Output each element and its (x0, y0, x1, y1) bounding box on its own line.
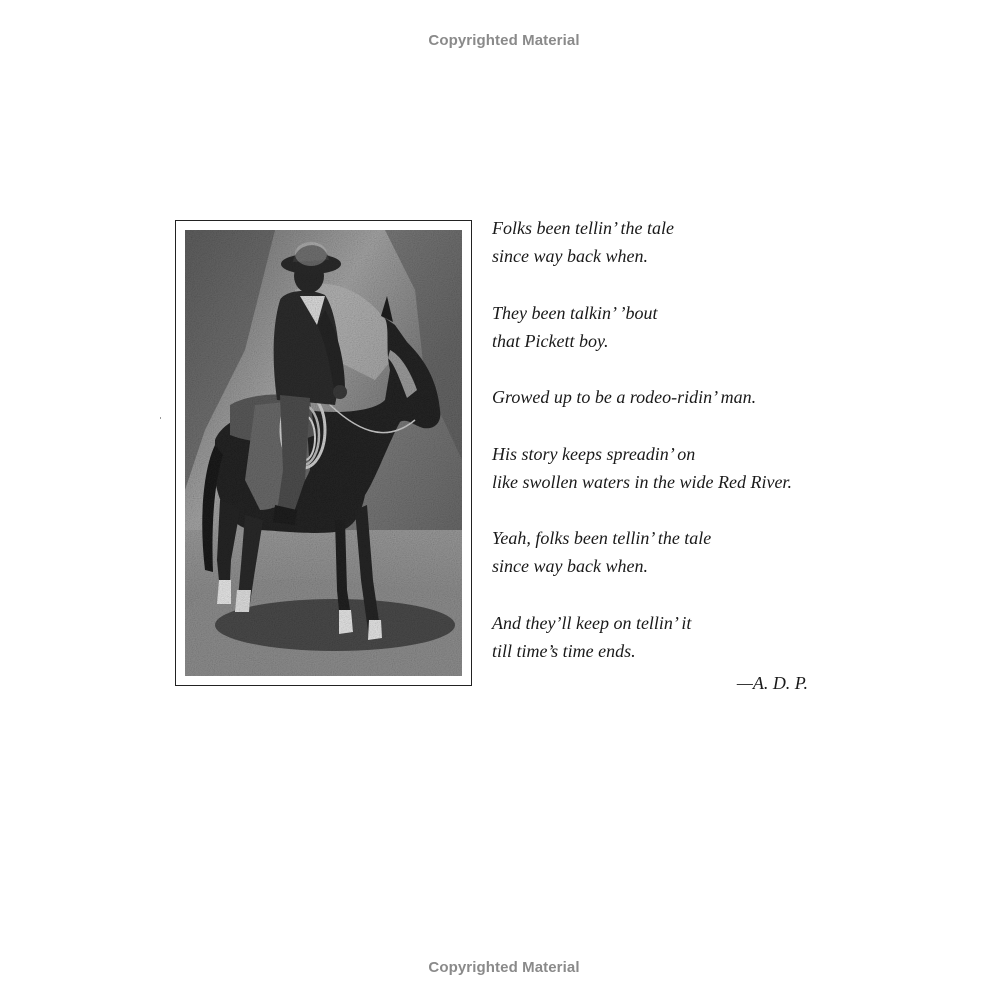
poem-line: like swollen waters in the wide Red River. (492, 471, 792, 492)
copyright-watermark-bottom: Copyrighted Material (428, 959, 580, 976)
poem-line: that Pickett boy. (492, 330, 609, 351)
cowboy-horse-photo (185, 230, 462, 676)
poem-line: His story keeps spreadin’ on (492, 443, 696, 464)
poem-line: Growed up to be a rodeo-ridin’ man. (492, 387, 757, 407)
poem-line: since way back when. (492, 556, 648, 576)
photo-frame (175, 220, 472, 686)
poem-line: Yeah, folks been tellin’ the tale (492, 528, 712, 548)
page-speck (160, 417, 161, 419)
poem-line: And they’ll keep on tellin’ it (492, 612, 692, 633)
poem-signature: —A. D. P. (736, 673, 808, 693)
poem-line: since way back when. (492, 246, 648, 266)
poem-line: They been talkin’ ’bout (492, 302, 658, 323)
poem (492, 214, 852, 665)
poem-line: till time’s time ends. (492, 640, 636, 661)
copyright-watermark-top: Copyrighted Material (428, 32, 580, 49)
poem-line: Folks been tellin’ the tale (492, 218, 674, 238)
